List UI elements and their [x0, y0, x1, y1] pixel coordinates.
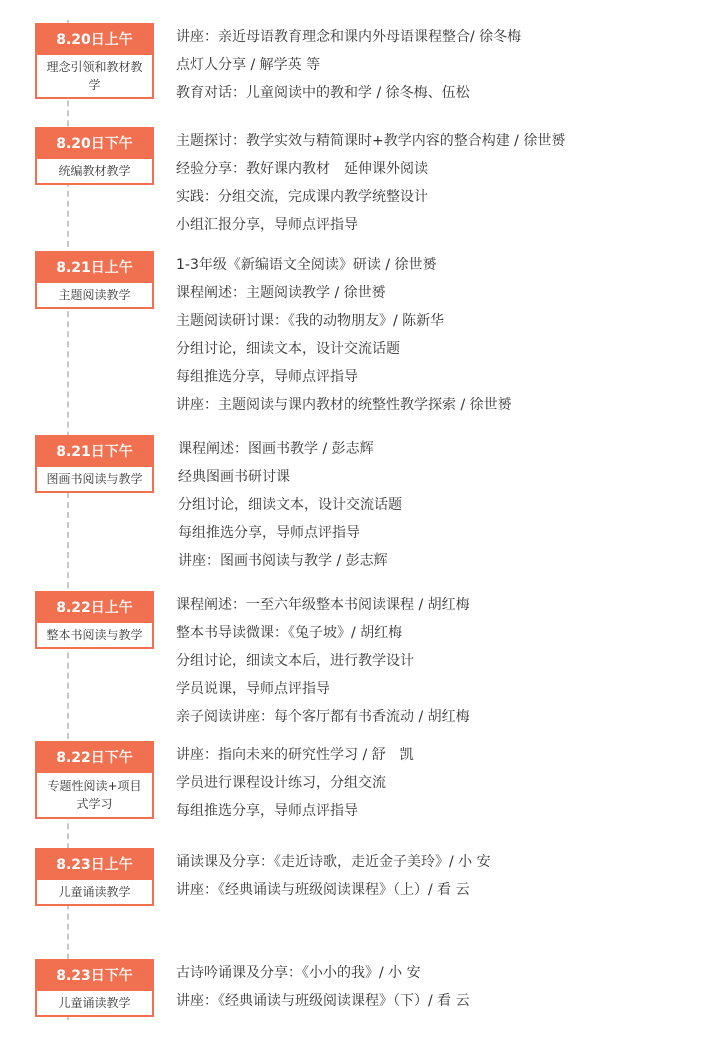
- session-items: [176, 848, 491, 904]
- session-item: 经验分享：教好课内教材 延伸课外阅读: [176, 161, 428, 177]
- session-item: 分组讨论，细读文本，设计交流话题: [176, 341, 400, 357]
- session-item: 讲座：亲近母语教育理念和课内外母语课程整合/ 徐冬梅: [176, 29, 522, 45]
- session-date: 8.22日下午: [37, 743, 152, 773]
- session-items: [176, 251, 512, 419]
- session-item: 亲子阅读讲座：每个客厅都有书香流动 / 胡红梅: [176, 709, 470, 725]
- session-card: [35, 435, 154, 493]
- session-card: [35, 741, 154, 819]
- session-date: 8.23日上午: [37, 850, 152, 880]
- session-item: 每组推选分享，导师点评指导: [176, 369, 358, 385]
- session-date: 8.21日上午: [37, 253, 152, 283]
- session-card: [35, 127, 154, 185]
- session-item: 教育对话：儿童阅读中的教和学 / 徐冬梅、伍松: [176, 85, 470, 101]
- session-item: 讲座：《经典诵读与班级阅读课程》（上）/ 看 云: [176, 882, 470, 898]
- session-item: 课程阐述：一至六年级整本书阅读课程 / 胡红梅: [176, 597, 470, 613]
- session-card: [35, 959, 154, 1017]
- session-item: 小组汇报分享，导师点评指导: [176, 217, 358, 233]
- session-item: 点灯人分享 / 解学英 等: [176, 57, 321, 73]
- session-topic: 儿童诵读教学: [58, 885, 131, 899]
- session-item: 课程阐述：主题阅读教学 / 徐世赟: [176, 285, 386, 301]
- session-item: 经典图画书研讨课: [178, 469, 290, 485]
- session-card: [35, 251, 154, 309]
- session-topic: 理念引领和教材教学: [46, 60, 143, 92]
- session-items: [176, 741, 414, 825]
- session-item: 古诗吟诵课及分享：《小小的我》/ 小 安: [176, 965, 421, 981]
- session-item: 1-3年级《新编语文全阅读》研读 / 徐世赟: [176, 257, 437, 273]
- session-date: 8.21日下午: [37, 437, 152, 467]
- session-item: 每组推选分享，导师点评指导: [176, 803, 358, 819]
- session-card: [35, 848, 154, 906]
- session-topic: 主题阅读教学: [58, 288, 131, 302]
- session-item: 实践：分组交流，完成课内教学统整设计: [176, 189, 428, 205]
- session-date: 8.23日下午: [37, 961, 152, 991]
- session-date: 8.20日上午: [37, 25, 152, 55]
- session-item: 分组讨论，细读文本后，进行教学设计: [176, 653, 414, 669]
- session-card: [35, 23, 154, 99]
- session-item: 讲座：指向未来的研究性学习 / 舒 凯: [176, 747, 414, 763]
- session-item: 学员说课，导师点评指导: [176, 681, 330, 697]
- session-topic: 统编教材教学: [58, 164, 131, 178]
- session-topic: 儿童诵读教学: [58, 996, 131, 1010]
- session-items: [178, 435, 402, 575]
- session-item: 整本书导读微课：《兔子坡》/ 胡红梅: [176, 625, 403, 641]
- session-item: 分组讨论，细读文本，设计交流话题: [178, 497, 402, 513]
- session-item: 诵读课及分享：《走近诗歌，走近金子美玲》/ 小 安: [176, 854, 491, 870]
- session-items: [176, 591, 470, 731]
- session-card: [35, 591, 154, 649]
- session-item: 每组推选分享，导师点评指导: [178, 525, 360, 541]
- session-date: 8.22日上午: [37, 593, 152, 623]
- session-item: 讲座：《经典诵读与班级阅读课程》（下）/ 看 云: [176, 993, 470, 1009]
- session-topic: 图画书阅读与教学: [46, 472, 143, 486]
- session-item: 讲座：主题阅读与课内教材的统整性教学探索 / 徐世赟: [176, 397, 512, 413]
- session-item: 学员进行课程设计练习，分组交流: [176, 775, 386, 791]
- session-topic: 整本书阅读与教学: [46, 628, 143, 642]
- session-item: 主题阅读研讨课：《我的动物朋友》/ 陈新华: [176, 313, 445, 329]
- session-items: [176, 127, 565, 239]
- session-item: 主题探讨：教学实效与精简课时+教学内容的整合构建 / 徐世赟: [176, 133, 566, 149]
- session-topic: 专题性阅读+项目式学习: [47, 779, 142, 811]
- session-date: 8.20日下午: [37, 129, 152, 159]
- session-items: [176, 23, 521, 107]
- session-items: [176, 959, 470, 1015]
- session-item: 课程阐述：图画书教学 / 彭志辉: [178, 441, 374, 457]
- session-item: 讲座：图画书阅读与教学 / 彭志辉: [178, 553, 388, 569]
